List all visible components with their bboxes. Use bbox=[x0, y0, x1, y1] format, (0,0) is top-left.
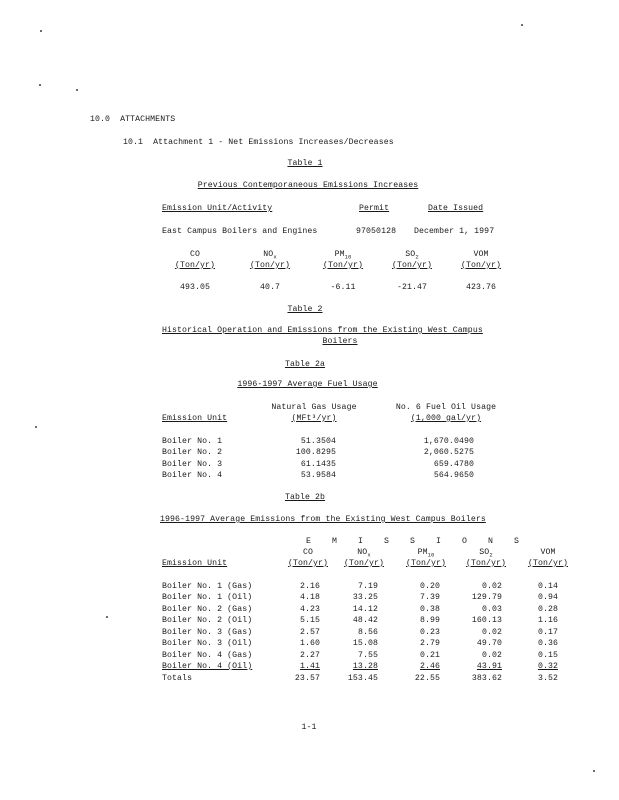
scan-speck bbox=[39, 84, 41, 86]
t2a-row-oil: 1,670.0490 bbox=[423, 437, 474, 446]
nox-value: 7.19 bbox=[357, 582, 378, 591]
t2a-col-oil-units: (1,000 gal/yr) bbox=[410, 414, 482, 423]
pm10-value: 0.21 bbox=[419, 651, 440, 660]
t2a-col-gas: Natural Gas Usage bbox=[271, 403, 357, 412]
emissions-letter: O bbox=[462, 537, 468, 546]
t1-so2-units: (Ton/yr) bbox=[391, 261, 433, 270]
t2b-vom-units: (Ton/yr) bbox=[527, 559, 569, 568]
so2-value: 129.79 bbox=[471, 593, 502, 602]
t2b-co-name: CO bbox=[302, 548, 314, 557]
t2a-col-oil: No. 6 Fuel Oil Usage bbox=[395, 403, 497, 412]
emissions-letter: I bbox=[358, 537, 364, 546]
pm10-value: 0.38 bbox=[419, 605, 440, 614]
nox-value: 13.28 bbox=[352, 662, 378, 671]
row-unit: Boiler No. 4 (Oil) bbox=[162, 662, 253, 671]
total-so2: 383.62 bbox=[471, 674, 502, 683]
vom-value: 0.14 bbox=[537, 582, 558, 591]
t2b-so2-units: (Ton/yr) bbox=[465, 559, 507, 568]
t2b-nox-name: $NO_x$ bbox=[357, 548, 371, 559]
nox-value: 48.42 bbox=[352, 616, 378, 625]
pm10-value: 0.20 bbox=[419, 582, 440, 591]
t2a-row-gas: 100.8295 bbox=[295, 448, 336, 457]
t2a-row-unit: Boiler No. 3 bbox=[162, 460, 223, 469]
scan-speck bbox=[40, 30, 42, 32]
nox-value: 33.25 bbox=[352, 593, 378, 602]
totals-label: Totals bbox=[162, 674, 193, 683]
emissions-letter: N bbox=[488, 537, 494, 546]
vom-value: 1.16 bbox=[537, 616, 558, 625]
table1-label: Table 1 bbox=[287, 159, 323, 168]
emissions-letter: S bbox=[410, 537, 416, 546]
t1-vom-value: 423.76 bbox=[465, 283, 497, 292]
table2a-title: 1996-1997 Average Fuel Usage bbox=[237, 380, 378, 389]
table1-col-date: Date Issued bbox=[428, 204, 484, 213]
table2-title-line1: Historical Operation and Emissions from the Existing West Campus bbox=[162, 326, 483, 335]
co-value: 1.60 bbox=[299, 639, 320, 648]
section-heading bbox=[90, 115, 175, 125]
t2a-row-oil: 2,060.5275 bbox=[423, 448, 474, 457]
so2-value: 0.02 bbox=[481, 651, 502, 660]
table1-col-permit: Permit bbox=[359, 204, 390, 213]
t1-nox-units: (Ton/yr) bbox=[249, 261, 291, 270]
t2b-pm10-name: $PM_{10}$ bbox=[417, 548, 435, 559]
scan-speck bbox=[35, 426, 37, 428]
pm10-value: 8.99 bbox=[419, 616, 440, 625]
t1-vom-name: VOM bbox=[473, 250, 489, 259]
t1-co-value: 493.05 bbox=[179, 283, 211, 292]
so2-value: 0.03 bbox=[481, 605, 502, 614]
t1-pm10-value: -6.11 bbox=[330, 283, 356, 292]
vom-value: 0.15 bbox=[537, 651, 558, 660]
t2b-so2-name: $SO_2$ bbox=[479, 548, 493, 559]
t2b-co-units: (Ton/yr) bbox=[287, 559, 329, 568]
t2a-row-oil: 659.4780 bbox=[433, 460, 474, 469]
scan-speck bbox=[106, 616, 108, 618]
emissions-letter: S bbox=[384, 537, 390, 546]
t2a-row-unit: Boiler No. 4 bbox=[162, 471, 223, 480]
nox-value: 7.55 bbox=[357, 651, 378, 660]
table2b-title: 1996-1997 Average Emissions from the Existing West Campus Boilers bbox=[160, 515, 486, 524]
table1-row-date: December 1, 1997 bbox=[414, 227, 495, 236]
pm10-value: 2.79 bbox=[419, 639, 440, 648]
t2a-col-gas-units: (MFt³/yr) bbox=[291, 414, 337, 423]
t2b-nox-units: (Ton/yr) bbox=[343, 559, 385, 568]
total-co: 23.57 bbox=[294, 674, 320, 683]
scan-speck bbox=[76, 89, 78, 91]
pm10-value: 7.39 bbox=[419, 593, 440, 602]
pm10-value: 0.23 bbox=[419, 628, 440, 637]
nox-value: 15.08 bbox=[352, 639, 378, 648]
row-unit: Boiler No. 2 (Oil) bbox=[162, 616, 253, 625]
table2a-label: Table 2a bbox=[284, 360, 326, 369]
table2b-label: Table 2b bbox=[284, 493, 326, 502]
co-value: 4.23 bbox=[299, 605, 320, 614]
so2-value: 0.02 bbox=[481, 628, 502, 637]
t2a-row-gas: 61.1435 bbox=[300, 460, 336, 469]
subsection-title: Attachment 1 - Net Emissions Increases/Decreases bbox=[153, 138, 394, 147]
page-number: 1-1 bbox=[301, 723, 317, 732]
nox-value: 14.12 bbox=[352, 605, 378, 614]
emissions-letter: E bbox=[306, 537, 312, 546]
section-number: 10.0 bbox=[90, 115, 111, 124]
t1-pm10-name: $PM_{10}$ bbox=[334, 250, 352, 261]
t2a-row-gas: 53.9584 bbox=[300, 471, 336, 480]
so2-value: 43.91 bbox=[476, 662, 502, 671]
t2a-row-gas: 51.3504 bbox=[300, 437, 336, 446]
table1-row-unit: East Campus Boilers and Engines bbox=[162, 227, 318, 236]
scan-speck bbox=[593, 770, 595, 772]
row-unit: Boiler No. 3 (Gas) bbox=[162, 628, 253, 637]
row-unit: Boiler No. 1 (Oil) bbox=[162, 593, 253, 602]
so2-value: 0.02 bbox=[481, 582, 502, 591]
t1-co-units: (Ton/yr) bbox=[174, 261, 216, 270]
t1-nox-value: 40.7 bbox=[259, 283, 281, 292]
t1-nox-name: $NO_x$ bbox=[263, 250, 277, 261]
total-pm10: 22.55 bbox=[414, 674, 440, 683]
table2-label: Table 2 bbox=[287, 305, 323, 314]
vom-value: 0.94 bbox=[537, 593, 558, 602]
co-value: 5.15 bbox=[299, 616, 320, 625]
emissions-letter: I bbox=[436, 537, 442, 546]
t2b-col-unit: Emission Unit bbox=[162, 559, 228, 568]
t1-so2-value: -21.47 bbox=[396, 283, 428, 292]
t1-so2-name: $SO_2$ bbox=[405, 250, 419, 261]
t2b-pm10-units: (Ton/yr) bbox=[405, 559, 447, 568]
table1-row-permit: 97050128 bbox=[356, 227, 397, 236]
t1-vom-units: (Ton/yr) bbox=[460, 261, 502, 270]
emissions-letter: M bbox=[332, 537, 338, 546]
so2-value: 49.70 bbox=[476, 639, 502, 648]
t2a-col-unit: Emission Unit bbox=[162, 414, 228, 423]
total-nox: 153.45 bbox=[347, 674, 378, 683]
co-value: 2.16 bbox=[299, 582, 320, 591]
table1-col-unit: Emission Unit/Activity bbox=[162, 204, 273, 213]
vom-value: 0.32 bbox=[537, 662, 558, 671]
row-unit: Boiler No. 2 (Gas) bbox=[162, 605, 253, 614]
pm10-value: 2.46 bbox=[419, 662, 440, 671]
so2-value: 160.13 bbox=[471, 616, 502, 625]
co-value: 4.18 bbox=[299, 593, 320, 602]
vom-value: 0.36 bbox=[537, 639, 558, 648]
section-title: ATTACHMENTS bbox=[120, 115, 176, 124]
co-value: 2.57 bbox=[299, 628, 320, 637]
table1-title: Previous Contemporaneous Emissions Increases bbox=[197, 181, 419, 190]
co-value: 1.41 bbox=[299, 662, 320, 671]
vom-value: 0.17 bbox=[537, 628, 558, 637]
vom-value: 0.28 bbox=[537, 605, 558, 614]
t2a-row-unit: Boiler No. 1 bbox=[162, 437, 223, 446]
t1-co-name: CO bbox=[189, 250, 201, 259]
t2a-row-unit: Boiler No. 2 bbox=[162, 448, 223, 457]
emissions-letter: S bbox=[514, 537, 520, 546]
t1-pm10-units: (Ton/yr) bbox=[322, 261, 364, 270]
subsection-number: 10.1 bbox=[123, 138, 144, 147]
t2b-vom-name: VOM bbox=[540, 548, 556, 557]
t2a-row-oil: 564.9650 bbox=[433, 471, 474, 480]
co-value: 2.27 bbox=[299, 651, 320, 660]
row-unit: Boiler No. 3 (Oil) bbox=[162, 639, 253, 648]
row-unit: Boiler No. 1 (Gas) bbox=[162, 582, 253, 591]
row-unit: Boiler No. 4 (Gas) bbox=[162, 651, 253, 660]
table2-title-line2: Boilers bbox=[322, 337, 358, 346]
total-vom: 3.52 bbox=[537, 674, 558, 683]
subsection-heading bbox=[123, 138, 394, 148]
nox-value: 8.56 bbox=[357, 628, 378, 637]
scan-speck bbox=[521, 24, 523, 26]
